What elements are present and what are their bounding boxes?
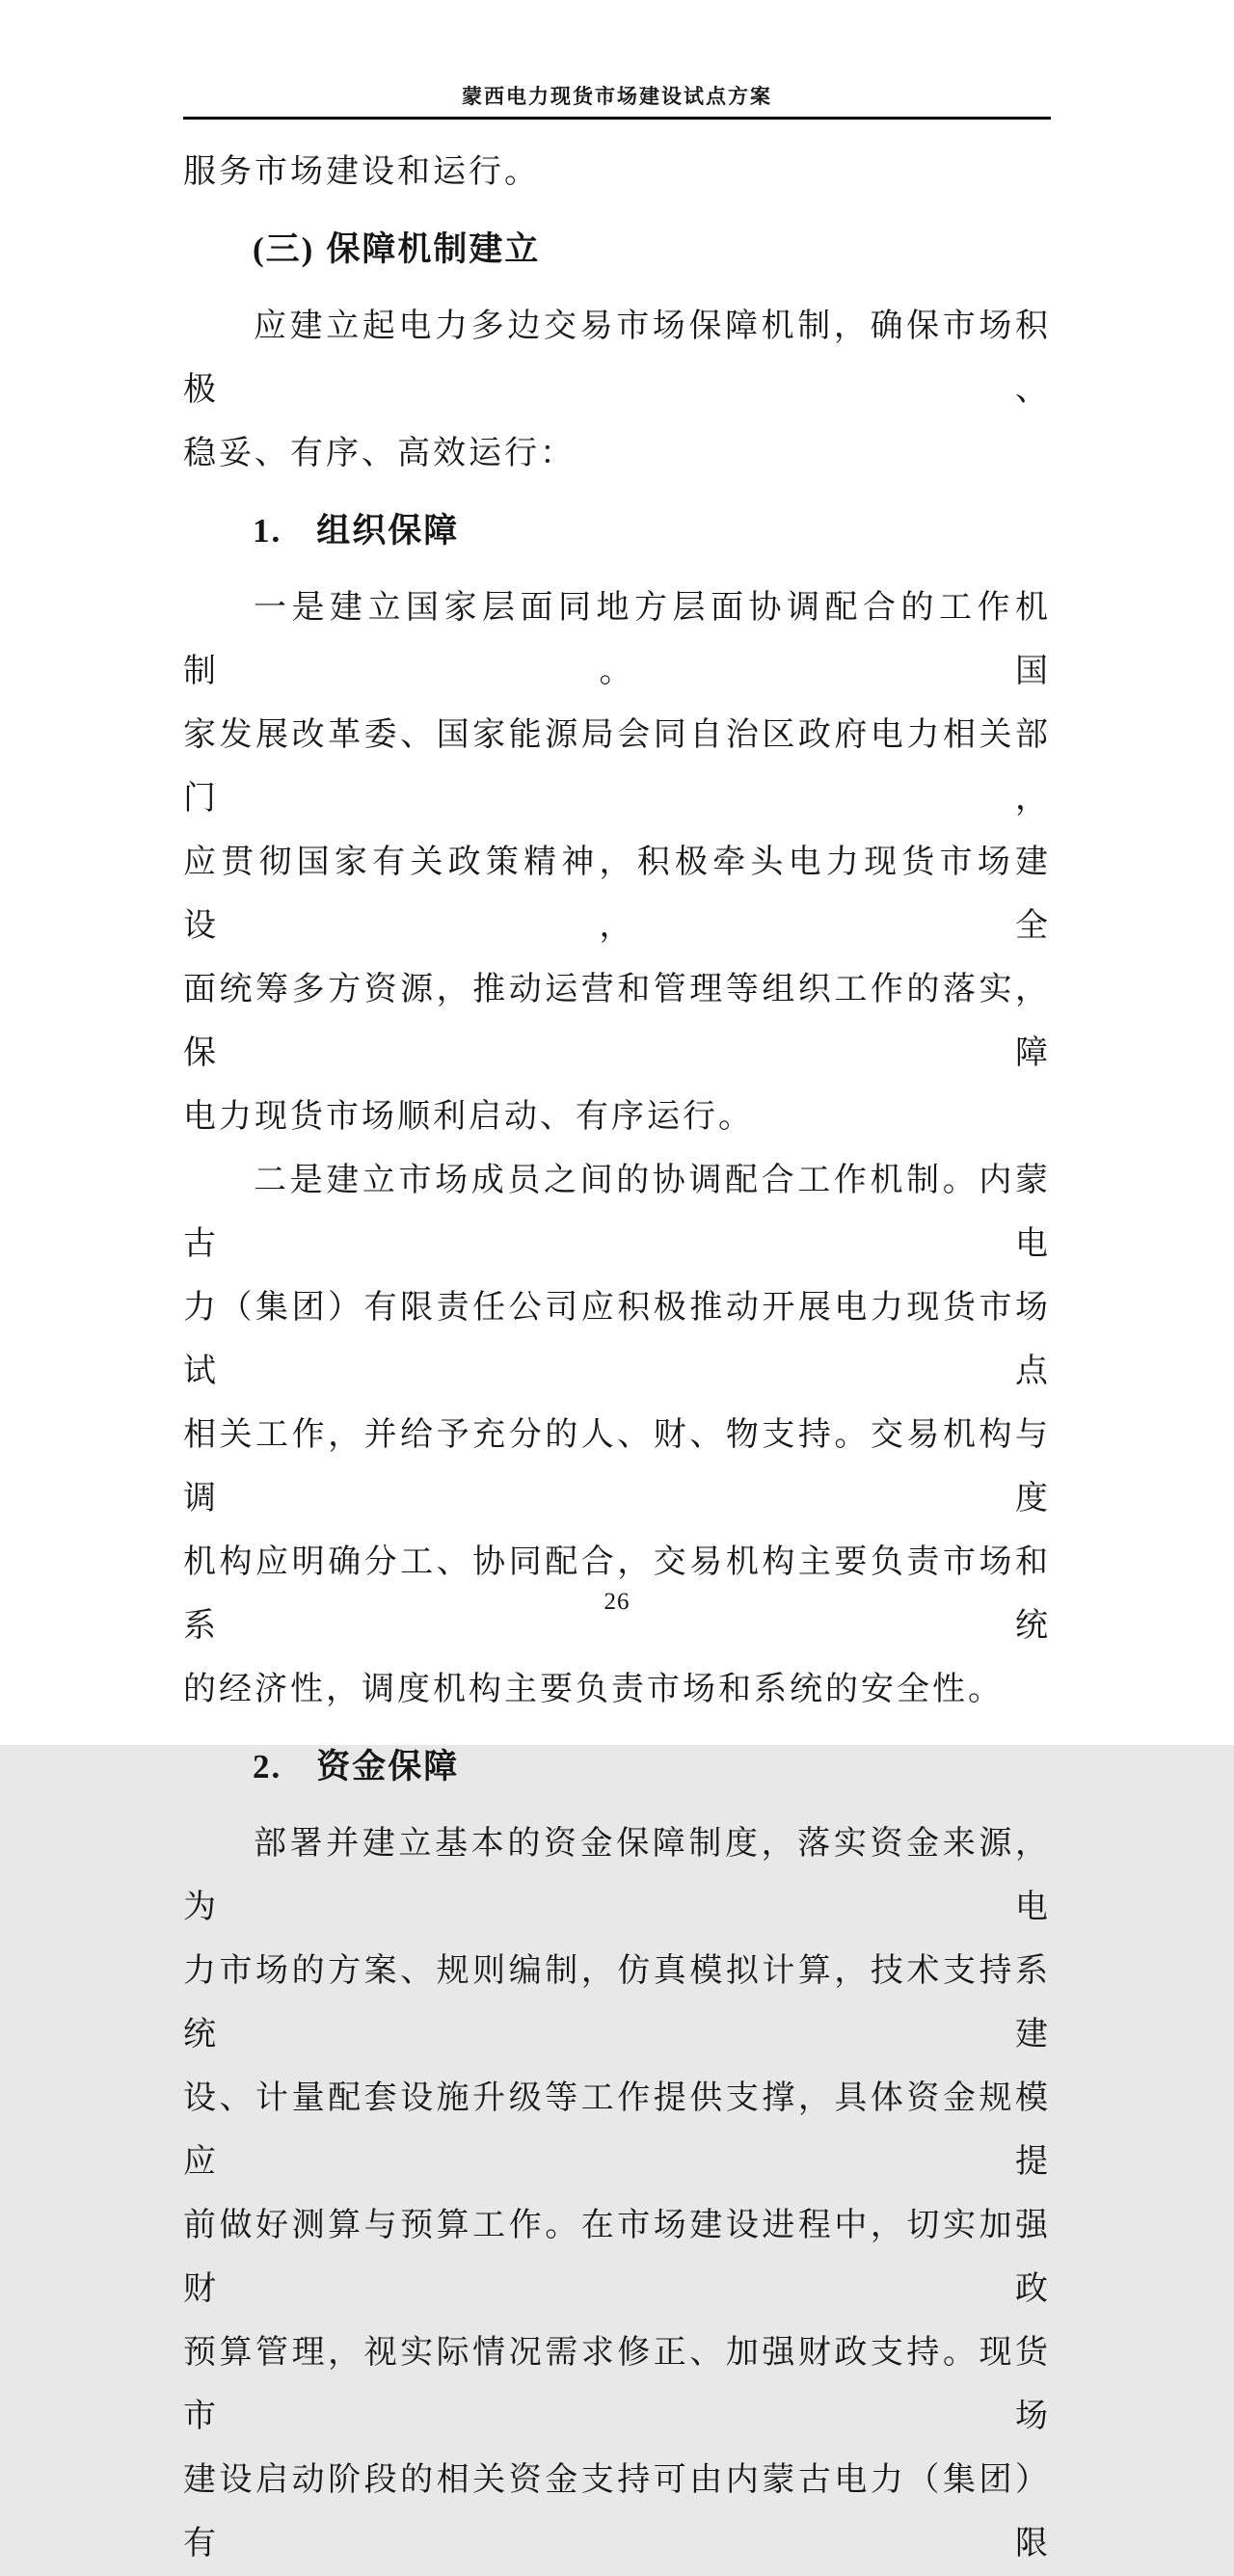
body-line: 二是建立市场成员之间的协调配合工作机制。内蒙古电 <box>183 1163 1051 1262</box>
header-rule <box>183 117 1051 120</box>
section-heading-label: 保障机制建立 <box>326 230 541 268</box>
page-header-title: 蒙西电力现货市场建设试点方案 <box>462 85 772 108</box>
body-line: 部署并建立基本的资金保障制度，落实资金来源，为电 <box>183 1826 1051 1925</box>
numbered-heading-number: 2. <box>253 1748 282 1785</box>
body-line: 力（集团）有限责任公司应积极推动开展电力现货市场试点 <box>183 1290 1051 1389</box>
body-line: 面统筹多方资源，推动运营和管理等组织工作的落实，保障 <box>183 972 1051 1071</box>
body-line: 预算管理，视实际情况需求修正、加强财政支持。现货市场 <box>183 2335 1051 2434</box>
numbered-heading-number: 1. <box>253 512 282 550</box>
body-line: 电力现货市场顺利启动、有序运行。 <box>183 1099 754 1135</box>
document-body <box>183 141 1051 2576</box>
numbered-heading-label: 资金保障 <box>316 1748 460 1785</box>
body-line: 前做好测算与预算工作。在市场建设进程中，切实加强财政 <box>183 2208 1051 2307</box>
body-line: 稳妥、有序、高效运行： <box>183 436 576 471</box>
body-line: 建设启动阶段的相关资金支持可由内蒙古电力（集团）有限 <box>183 2462 1051 2562</box>
body-line: 相关工作，并给予充分的人、财、物支持。交易机构与调度 <box>183 1417 1051 1516</box>
body-line: 服务市场建设和运行。 <box>183 154 540 190</box>
body-line: 家发展改革委、国家能源局会同自治区政府电力相关部门， <box>183 717 1051 817</box>
body-line: 设、计量配套设施升级等工作提供支撑，具体资金规模应提 <box>183 2080 1051 2180</box>
body-line: 机构应明确分工、协同配合，交易机构主要负责市场和系统 <box>183 1544 1051 1644</box>
body-line: 力市场的方案、规则编制，仿真模拟计算，技术支持系统建 <box>183 1953 1051 2053</box>
section-heading-3 <box>183 218 1051 282</box>
body-line: 应贯彻国家有关政策精神，积极牵头电力现货市场建设，全 <box>183 845 1051 944</box>
body-line: 一是建立国家层面同地方层面协调配合的工作机制。国 <box>183 590 1051 689</box>
body-line: 应建立起电力多边交易市场保障机制，确保市场积极、 <box>183 309 1051 408</box>
numbered-heading-1 <box>183 499 1051 563</box>
numbered-heading-2 <box>183 1735 1051 1799</box>
body-line: 的经济性，调度机构主要负责市场和系统的安全性。 <box>183 1672 1004 1707</box>
page-number: 26 <box>604 1589 630 1615</box>
section-heading-number: (三) <box>253 230 315 268</box>
numbered-heading-label: 组织保障 <box>316 512 460 550</box>
